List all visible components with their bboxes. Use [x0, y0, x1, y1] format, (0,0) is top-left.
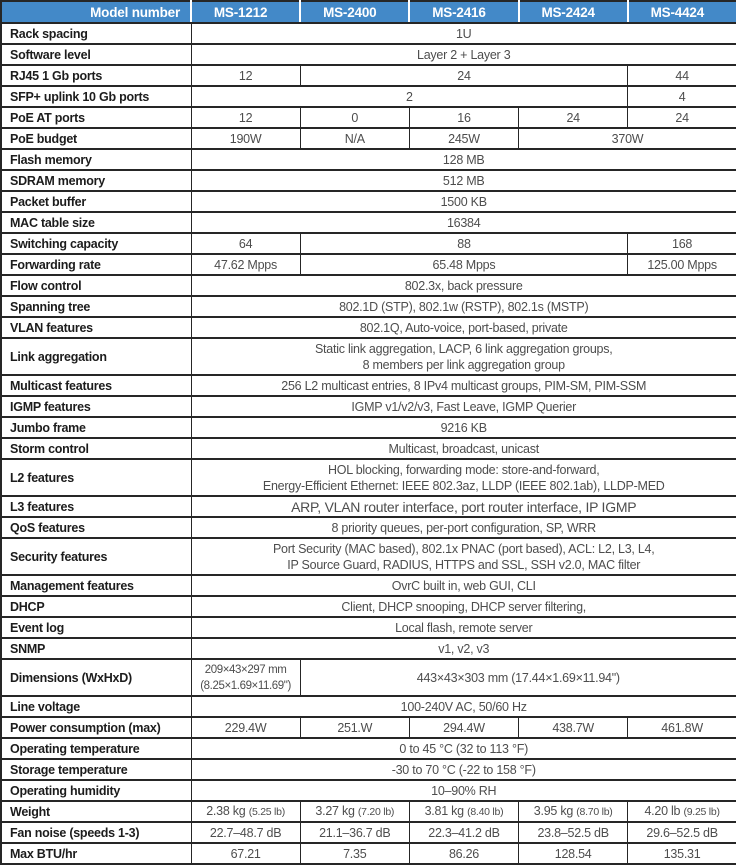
spec-value-cell: 88: [300, 233, 628, 254]
spec-row-label: L2 features: [1, 459, 191, 496]
spec-value-cell: 512 MB: [191, 170, 736, 191]
spec-row-label: Dimensions (WxHxD): [1, 659, 191, 696]
spec-value-cell: 67.21: [191, 843, 300, 864]
value-main: 3.81 kg: [424, 804, 464, 818]
spec-row: [1, 23, 736, 44]
column-header-model-4: MS-4424: [628, 1, 736, 23]
spec-row-label: Switching capacity: [1, 233, 191, 254]
spec-value-cell: 256 L2 multicast entries, 8 IPv4 multicast groups, PIM-SM, PIM-SSM: [191, 375, 736, 396]
spec-value-cell: 100-240V AC, 50/60 Hz: [191, 696, 736, 717]
spec-value-cell: 245W: [409, 128, 518, 149]
spec-value-cell: 16: [409, 107, 518, 128]
spec-row: [1, 738, 736, 759]
spec-value-cell: 251.W: [300, 717, 409, 738]
value-line: IP Source Guard, RADIUS, HTTPS and SSL, SSH v2.0, MAC filter: [287, 557, 641, 572]
spec-value-cell: [191, 459, 736, 496]
spec-row: [1, 65, 736, 86]
spec-value-cell: [191, 801, 300, 822]
spec-row-label: Multicast features: [1, 375, 191, 396]
spec-row: [1, 233, 736, 254]
spec-value-cell: 2: [191, 86, 628, 107]
spec-value-cell: 24: [300, 65, 628, 86]
value-sub: (9.25 lb): [683, 806, 720, 818]
spec-value-cell: 21.1–36.7 dB: [300, 822, 409, 843]
spec-value-cell: 7.35: [300, 843, 409, 864]
spec-row-label: Operating humidity: [1, 780, 191, 801]
value-main: 3.95 kg: [533, 804, 574, 818]
value-line: HOL blocking, forwarding mode: store-and-forward,: [327, 462, 600, 477]
spec-row-label: Forwarding rate: [1, 254, 191, 275]
value-main: 4.20 lb: [644, 804, 681, 818]
spec-value-cell: N/A: [300, 128, 409, 149]
spec-value-cell: [191, 538, 736, 575]
spec-row-label: Packet buffer: [1, 191, 191, 212]
spec-row: [1, 375, 736, 396]
spec-value-cell: 24: [628, 107, 736, 128]
spec-value-cell: 44: [628, 65, 736, 86]
column-header-model-0: MS-1212: [191, 1, 300, 23]
spec-value-cell: 9216 KB: [191, 417, 736, 438]
value-line: Port Security (MAC based), 802.1x PNAC (port based), ACL: L2, L3, L4,: [272, 541, 655, 556]
spec-row-label: Security features: [1, 538, 191, 575]
spec-value-cell: IGMP v1/v2/v3, Fast Leave, IGMP Querier: [191, 396, 736, 417]
spec-row-label: Spanning tree: [1, 296, 191, 317]
spec-value-cell: 29.6–52.5 dB: [628, 822, 736, 843]
spec-row-label: Weight: [1, 801, 191, 822]
value-sub: (8.70 lb): [576, 806, 613, 818]
spec-value-cell: 16384: [191, 212, 736, 233]
spec-row: [1, 338, 736, 375]
spec-row: [1, 575, 736, 596]
spec-row-label: Power consumption (max): [1, 717, 191, 738]
spec-value-cell: 12: [191, 65, 300, 86]
value-sub: (5.25 lb): [248, 806, 285, 818]
spec-row-label: PoE AT ports: [1, 107, 191, 128]
spec-row-label: Flash memory: [1, 149, 191, 170]
spec-value-cell: [519, 801, 628, 822]
spec-value-cell: ARP, VLAN router interface, port router interface, IP IGMP: [191, 496, 736, 517]
spec-row: [1, 149, 736, 170]
spec-row: [1, 659, 736, 696]
spec-value-cell: 125.00 Mpps: [628, 254, 736, 275]
spec-value-cell: 24: [519, 107, 628, 128]
spec-value-cell: 802.1Q, Auto-voice, port-based, private: [191, 317, 736, 338]
spec-value-cell: 0 to 45 °C (32 to 113 °F): [191, 738, 736, 759]
spec-value-cell: 4: [628, 86, 736, 107]
spec-row: [1, 417, 736, 438]
spec-value-cell: v1, v2, v3: [191, 638, 736, 659]
spec-value-cell: 190W: [191, 128, 300, 149]
spec-value-cell: 802.3x, back pressure: [191, 275, 736, 296]
table-body: [1, 23, 736, 864]
column-header-model-2: MS-2416: [409, 1, 518, 23]
spec-row-label: RJ45 1 Gb ports: [1, 65, 191, 86]
spec-row-label: SNMP: [1, 638, 191, 659]
value-line: Static link aggregation, LACP, 6 link aggregation groups,: [314, 341, 613, 356]
spec-value-cell: -30 to 70 °C (-22 to 158 °F): [191, 759, 736, 780]
column-header-model-3: MS-2424: [519, 1, 628, 23]
spec-value-cell: 22.3–41.2 dB: [409, 822, 518, 843]
value-main: 3.27 kg: [315, 804, 355, 818]
spec-row-label: Event log: [1, 617, 191, 638]
spec-row: [1, 170, 736, 191]
table-header: [1, 1, 736, 23]
spec-value-cell: 86.26: [409, 843, 518, 864]
spec-row: [1, 86, 736, 107]
spec-row-label: VLAN features: [1, 317, 191, 338]
value-line: Energy-Efficient Ethernet: IEEE 802.3az, LLDP (IEEE 802.1ab), LLDP-MED: [262, 478, 665, 493]
spec-row-label: Link aggregation: [1, 338, 191, 375]
spec-value-cell: 1U: [191, 23, 736, 44]
spec-row: [1, 780, 736, 801]
spec-row: [1, 107, 736, 128]
spec-value-cell: 8 priority queues, per-port configuration, SP, WRR: [191, 517, 736, 538]
spec-row: [1, 254, 736, 275]
spec-row: [1, 638, 736, 659]
spec-row-label: SDRAM memory: [1, 170, 191, 191]
spec-value-cell: 64: [191, 233, 300, 254]
spec-row: [1, 822, 736, 843]
spec-row-label: QoS features: [1, 517, 191, 538]
spec-row-label: Line voltage: [1, 696, 191, 717]
spec-value-cell: 22.7–48.7 dB: [191, 822, 300, 843]
spec-row-label: SFP+ uplink 10 Gb ports: [1, 86, 191, 107]
value-line: 209×43×297 mm: [204, 663, 287, 676]
spec-row-label: Jumbo frame: [1, 417, 191, 438]
spec-row: [1, 296, 736, 317]
spec-row: [1, 596, 736, 617]
spec-row: [1, 275, 736, 296]
spec-row: [1, 759, 736, 780]
spec-value-cell: 128 MB: [191, 149, 736, 170]
spec-row: [1, 617, 736, 638]
spec-row-label: MAC table size: [1, 212, 191, 233]
spec-row: [1, 44, 736, 65]
spec-row: [1, 396, 736, 417]
spec-row: [1, 212, 736, 233]
spec-value-cell: 12: [191, 107, 300, 128]
spec-row-label: IGMP features: [1, 396, 191, 417]
spec-row-label: PoE budget: [1, 128, 191, 149]
column-header-model-number: Model number: [1, 1, 191, 23]
spec-row: [1, 438, 736, 459]
spec-value-cell: 294.4W: [409, 717, 518, 738]
spec-row: [1, 317, 736, 338]
spec-value-cell: Multicast, broadcast, unicast: [191, 438, 736, 459]
spec-row: [1, 717, 736, 738]
spec-value-cell: 1500 KB: [191, 191, 736, 212]
spec-value-cell: [409, 801, 518, 822]
spec-value-cell: 229.4W: [191, 717, 300, 738]
spec-value-cell: 438.7W: [519, 717, 628, 738]
spec-value-cell: 128.54: [519, 843, 628, 864]
value-line: 8 members per link aggregation group: [362, 357, 565, 372]
spec-row-label: Max BTU/hr: [1, 843, 191, 864]
spec-row: [1, 538, 736, 575]
spec-row: [1, 801, 736, 822]
column-header-model-1: MS-2400: [300, 1, 409, 23]
spec-value-cell: 168: [628, 233, 736, 254]
spec-row-label: Flow control: [1, 275, 191, 296]
spec-value-cell: 10–90% RH: [191, 780, 736, 801]
spec-row-label: Software level: [1, 44, 191, 65]
value-sub: (8.40 lb): [467, 806, 504, 818]
value-main: 2.38 kg: [206, 804, 246, 818]
spec-value-cell: 443×43×303 mm (17.44×1.69×11.94"): [300, 659, 736, 696]
spec-row-label: Storage temperature: [1, 759, 191, 780]
spec-row-label: L3 features: [1, 496, 191, 517]
spec-value-cell: 135.31: [628, 843, 736, 864]
value-sub: (7.20 lb): [357, 806, 395, 818]
spec-value-cell: 65.48 Mpps: [300, 254, 628, 275]
spec-row: [1, 459, 736, 496]
spec-value-cell: [628, 801, 736, 822]
spec-value-cell: 370W: [519, 128, 736, 149]
spec-value-cell: Local flash, remote server: [191, 617, 736, 638]
spec-value-cell: 461.8W: [628, 717, 736, 738]
value-line: (8.25×1.69×11.69"): [200, 679, 291, 692]
spec-row: [1, 191, 736, 212]
spec-row: [1, 496, 736, 517]
header-row: [1, 1, 736, 23]
spec-value-cell: 47.62 Mpps: [191, 254, 300, 275]
spec-value-cell: 23.8–52.5 dB: [519, 822, 628, 843]
spec-value-cell: Client, DHCP snooping, DHCP server filtering,: [191, 596, 736, 617]
spec-row-label: Rack spacing: [1, 23, 191, 44]
spec-value-cell: Layer 2 + Layer 3: [191, 44, 736, 65]
spec-value-cell: [191, 659, 300, 696]
spec-row-label: Fan noise (speeds 1-3): [1, 822, 191, 843]
spec-value-cell: [191, 338, 736, 375]
spec-row: [1, 128, 736, 149]
spec-row-label: Operating temperature: [1, 738, 191, 759]
spec-row-label: Storm control: [1, 438, 191, 459]
spec-row-label: Management features: [1, 575, 191, 596]
spec-row-label: DHCP: [1, 596, 191, 617]
spec-row: [1, 843, 736, 864]
spec-value-cell: [300, 801, 409, 822]
spec-row: [1, 517, 736, 538]
spec-value-cell: OvrC built in, web GUI, CLI: [191, 575, 736, 596]
spec-value-cell: 802.1D (STP), 802.1w (RSTP), 802.1s (MSTP): [191, 296, 736, 317]
spec-value-cell: 0: [300, 107, 409, 128]
spec-row: [1, 696, 736, 717]
